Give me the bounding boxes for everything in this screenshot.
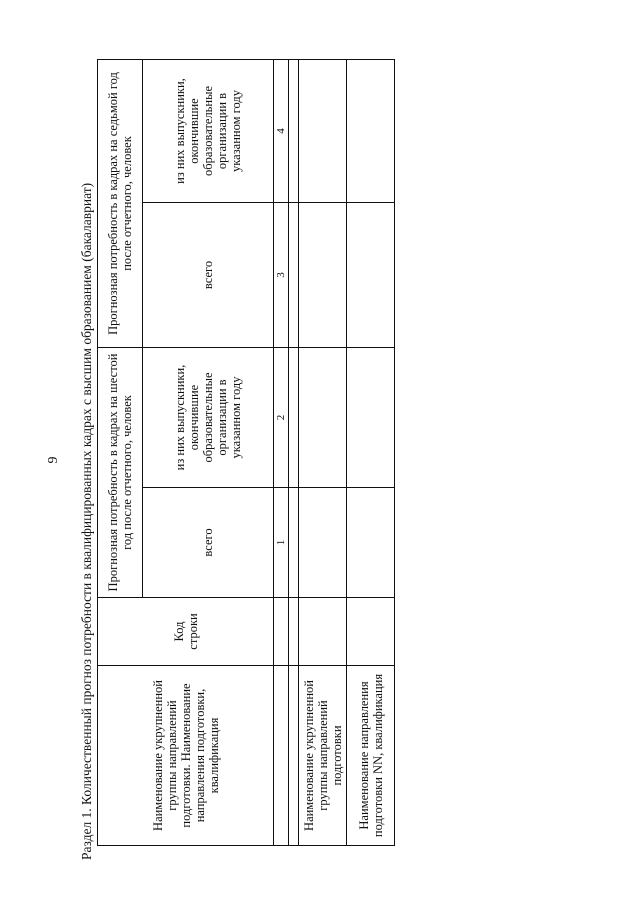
subheader-graduates-seventh: из них выпускники, окончившие образовательные организации в указанном году	[143, 60, 274, 203]
rotated-page-content	[77, 60, 385, 860]
row-code-cell	[347, 598, 395, 666]
column-number: 2	[274, 348, 289, 488]
spacer-cell	[289, 598, 299, 666]
spacer-cell	[289, 488, 299, 598]
value-cell	[299, 348, 347, 488]
spacer-row	[289, 60, 299, 846]
section-title: Раздел 1. Количественный прогноз потребности в квалифицированных кадрах с высшим образованием (бакалавриат)	[79, 182, 94, 860]
value-cell	[347, 60, 395, 203]
row-code-cell	[299, 598, 347, 666]
value-cell	[347, 348, 395, 488]
column-number: 1	[274, 488, 289, 598]
column-number-blank-code	[274, 598, 289, 666]
page-number: 9	[46, 456, 61, 464]
value-cell	[299, 203, 347, 348]
spacer-cell	[289, 60, 299, 203]
column-number-blank-name	[274, 666, 289, 846]
header-name: Наименование укрупненной группы направлений подготовки. Наименование направления подготовки, квалификация	[98, 666, 274, 846]
spacer-cell	[289, 348, 299, 488]
value-cell	[299, 488, 347, 598]
row-name: Наименование направления подготовки NN, квалификация	[347, 666, 395, 846]
forecast-table	[97, 59, 395, 846]
spacer-cell	[289, 203, 299, 348]
value-cell	[347, 488, 395, 598]
spacer-cell	[289, 666, 299, 846]
column-number: 3	[274, 203, 289, 348]
header-code: Код строки	[98, 598, 274, 666]
table-row	[347, 60, 395, 846]
header-row-groups	[98, 60, 143, 846]
subheader-total-sixth: всего	[143, 488, 274, 598]
column-numbers-row	[274, 60, 289, 846]
row-name: Наименование укрупненной группы направлений подготовки	[299, 666, 347, 846]
header-seventh-year: Прогнозная потребность в кадрах на седьмой год после отчетного, человек	[98, 60, 143, 348]
header-sixth-year: Прогнозная потребность в кадрах на шестой год после отчетного, человек	[98, 348, 143, 598]
value-cell	[347, 203, 395, 348]
column-number: 4	[274, 60, 289, 203]
subheader-total-seventh: всего	[143, 203, 274, 348]
value-cell	[299, 60, 347, 203]
table-row	[299, 60, 347, 846]
subheader-graduates-sixth: из них выпускники, окончившие образовательные организации в указанном году	[143, 348, 274, 488]
